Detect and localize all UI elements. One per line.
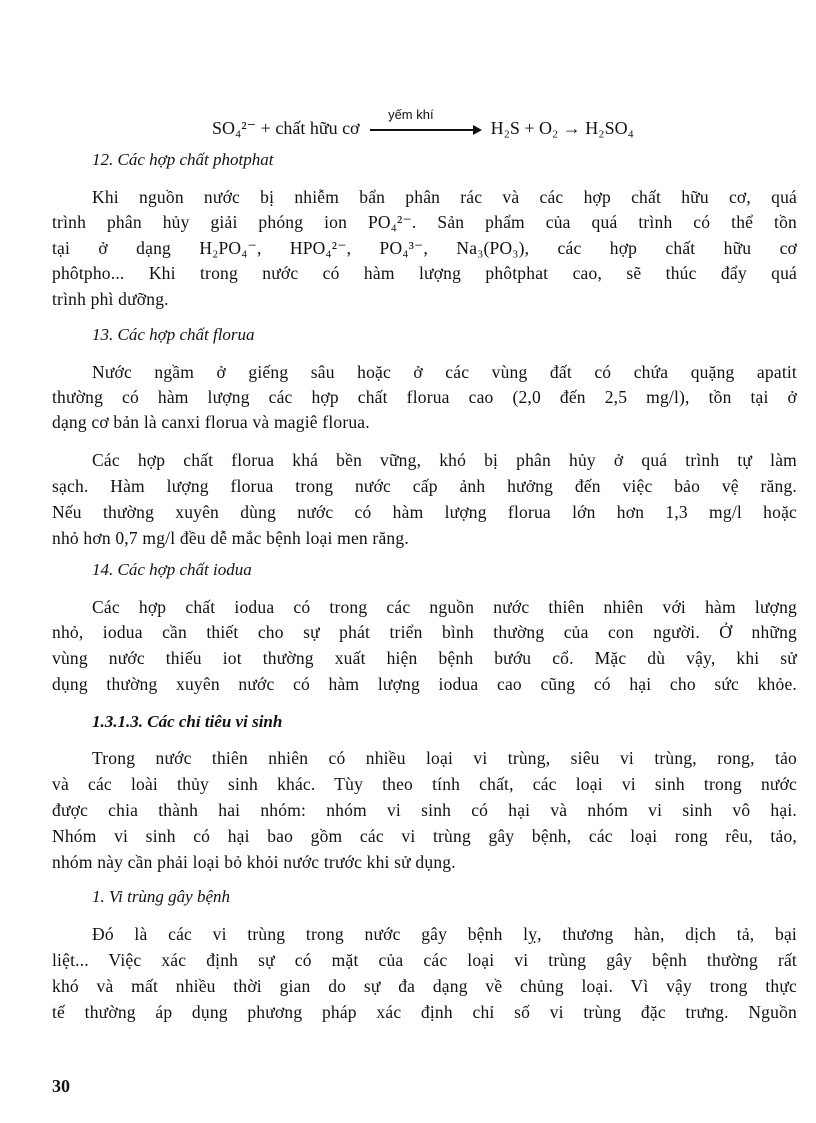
chemical-equation — [212, 106, 634, 140]
text-line: Đó là các vi trùng trong nước gây bệnh lỵ, thương hàn, dịch tả, bại — [92, 924, 797, 944]
text-line: liệt... Việc xác định sự có mặt của các loại vi trùng gây bệnh thường rất — [52, 950, 797, 970]
text-line: phôtpho... Khi trong nước có hàm lượng phôtphat cao, sẽ thúc đẩy quá — [52, 263, 797, 283]
text-line: Khi nguồn nước bị nhiễm bẩn phân rác và các hợp chất hữu cơ, quá — [92, 187, 797, 207]
text-line: Trong nước thiên nhiên có nhiều loại vi trùng, siêu vi trùng, rong, tảo — [92, 748, 797, 768]
text-line: Các hợp chất florua khá bền vững, khó bị phân hủy ở quá trình tự làm — [92, 450, 797, 470]
text-line: và các loài thủy sinh khác. Tùy theo tính chất, các loại vi sinh trong nước — [52, 774, 797, 794]
text-line: Các hợp chất iodua có trong các nguồn nước thiên nhiên với hàm lượng — [92, 597, 797, 617]
text-line: sạch. Hàm lượng florua trong nước cấp ảnh hưởng đến việc bảo vệ răng. — [52, 476, 797, 496]
equation-reactants: SO₄²⁻ + chất hữu cơ — [212, 118, 360, 138]
section-heading: 14. Các hợp chất iodua — [92, 560, 252, 579]
section-heading: 12. Các hợp chất photphat — [92, 150, 274, 169]
text-line: dạng cơ bản là canxi florua và magiê florua. — [52, 412, 370, 432]
text-line: dụng thường xuyên nước có hàm lượng iodua cao cũng có hại cho sức khỏe. — [52, 674, 797, 694]
text-line: trình phì dưỡng. — [52, 289, 169, 309]
text-line: được chia thành hai nhóm: nhóm vi sinh có hại và nhóm vi sinh vô hại. — [52, 800, 797, 820]
text-line: nhỏ hơn 0,7 mg/l đều dễ mắc bệnh loại men răng. — [52, 528, 409, 548]
text-line: khó và mất nhiều thời gian do sự đa dạng về chủng loại. Vì vậy trong thực — [52, 976, 797, 996]
page-number: 30 — [52, 1076, 70, 1096]
section-heading: 13. Các hợp chất florua — [92, 325, 255, 344]
text-line: trình phân hủy giải phóng ion PO₄²⁻. Sản phẩm của quá trình có thể tồn — [52, 212, 797, 232]
subsection-heading: 1.3.1.3. Các chỉ tiêu vi sinh — [92, 712, 283, 731]
equation-products: H₂S + O₂ → H₂SO₄ — [490, 118, 634, 138]
text-line: vùng nước thiếu iot thường xuất hiện bệnh bướu cổ. Mặc dù vậy, khi sử — [52, 648, 797, 668]
text-line: tế thường áp dụng phương pháp xác định chỉ số vi trùng đặc trưng. Nguồn — [52, 1002, 797, 1022]
section-heading: 1. Vi trùng gây bệnh — [92, 887, 231, 906]
reaction-arrow-icon — [370, 106, 480, 131]
arrow-condition-label: yếm khí — [388, 106, 434, 122]
text-line: Nếu thường xuyên dùng nước có hàm lượng florua lớn hơn 1,3 mg/l hoặc — [52, 502, 797, 522]
text-line: nhóm này cần phải loại bỏ khỏi nước trước khi sử dụng. — [52, 852, 456, 872]
text-line: thường có hàm lượng các hợp chất florua cao (2,0 đến 2,5 mg/l), tồn tại ở — [52, 387, 797, 407]
text-line: Nhóm vi sinh có hại bao gồm các vi trùng gây bệnh, các loại rong rêu, tảo, — [52, 826, 797, 846]
text-line: Nước ngầm ở giếng sâu hoặc ở các vùng đất có chứa quặng apatit — [92, 362, 797, 382]
text-line: tại ở dạng H₂PO₄⁻, HPO₄²⁻, PO₄³⁻, Na₃(PO₃), các hợp chất hữu cơ — [52, 238, 797, 258]
text-line: nhỏ, iodua cần thiết cho sự phát triển bình thường của con người. Ở những — [52, 622, 797, 642]
